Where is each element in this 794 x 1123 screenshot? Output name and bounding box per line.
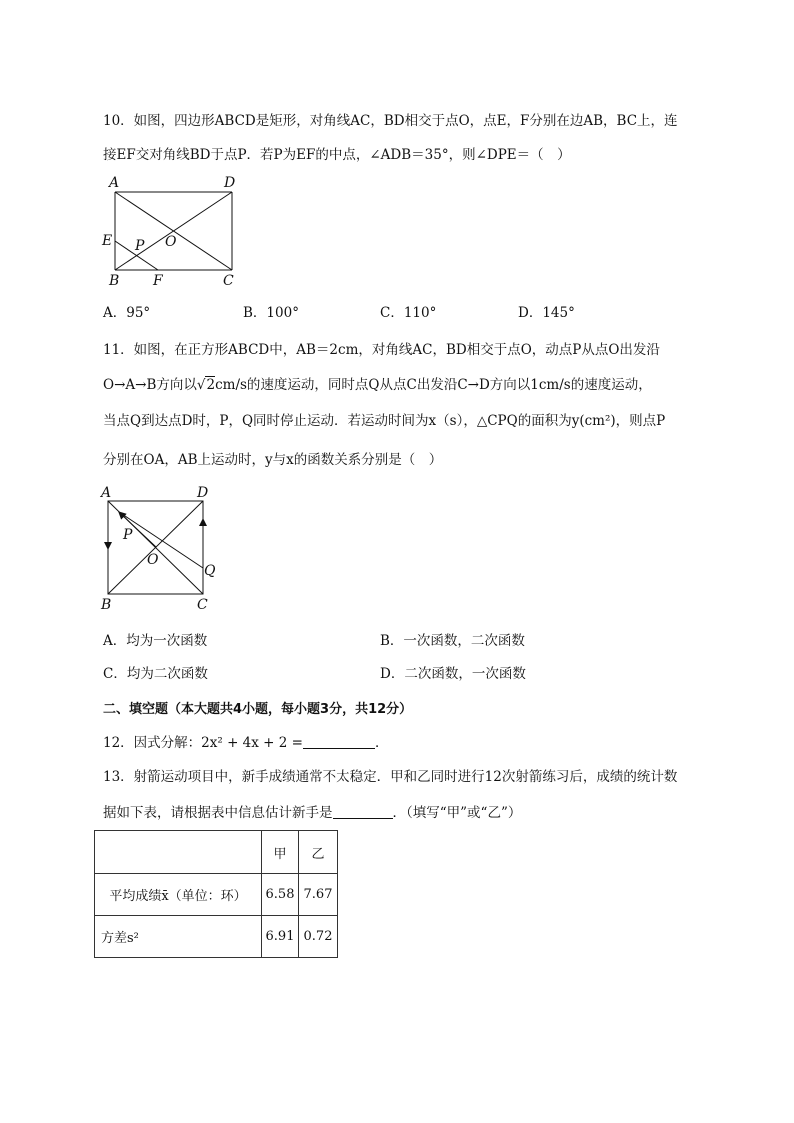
q10-line2: 接EF交对角线BD于点P．若P为EF的中点，∠ADB＝35°，则∠DPE＝（ ）: [103, 147, 571, 163]
q10-label-A: A: [109, 175, 120, 191]
table-row: [95, 874, 338, 916]
q10-label-B: B: [109, 273, 120, 289]
q10-label-O: O: [165, 234, 177, 250]
q10-label-F: F: [153, 273, 163, 289]
q10-label-E: E: [102, 233, 113, 249]
q11-line2-end: cm/s的速度运动，同时点Q从点C出发沿C→D方向以1cm/s的速度运动，: [215, 377, 652, 393]
q10-option-b: B．100°: [243, 305, 299, 321]
q13-answer-blank[interactable]: [333, 804, 393, 819]
table-header-row: [95, 831, 338, 874]
q13-line1: 13．射箭运动项目中，新手成绩通常不太稳定．甲和乙同时进行12次射箭练习后，成绩的统计数: [103, 769, 678, 785]
q11-square-figure: [98, 484, 228, 614]
q10-label-C: C: [223, 273, 234, 289]
q11-label-Q: Q: [204, 563, 216, 579]
table-header-empty: [95, 831, 262, 874]
table-cell: 6.58: [262, 874, 299, 916]
q10-label-P: P: [135, 238, 145, 254]
q10-rectangle-figure: [100, 172, 250, 292]
q13-line2-prefix: 据如下表，请根据表中信息估计新手是: [103, 805, 333, 821]
q10-label-D: D: [224, 175, 236, 191]
table-cell: 0.72: [299, 916, 338, 958]
table-header-jia: 甲: [262, 831, 299, 874]
q11-label-A: A: [101, 485, 112, 501]
q13-stats-table: [94, 830, 338, 958]
q11-option-b: B．一次函数，二次函数: [380, 633, 525, 649]
q10-option-c: C．110°: [380, 305, 437, 321]
q11-line3: 当点Q到达点D时，P，Q同时停止运动．若运动时间为x（s），△CPQ的面积为y(cm²)，则点P: [103, 413, 666, 429]
q12-prefix: 12．因式分解：2x² + 4x + 2 =: [103, 735, 303, 751]
table-header-yi: 乙: [299, 831, 338, 874]
q12-suffix: ．: [374, 735, 389, 751]
q12-line: [103, 733, 388, 753]
sqrt-radicand: 2: [206, 377, 216, 393]
table-cell: 7.67: [299, 874, 338, 916]
q11-label-D: D: [197, 485, 209, 501]
q11-option-a: A．均为一次函数: [103, 633, 208, 649]
table-row-label: 方差s²: [95, 916, 262, 958]
q13-line2: [103, 803, 521, 823]
table-row-label: 平均成绩x̄（单位：环）: [95, 874, 262, 916]
q11-option-d: D．二次函数，一次函数: [380, 666, 526, 682]
q10-line1: 10．如图，四边形ABCD是矩形，对角线AC，BD相交于点O，点E，F分别在边AB，BC上，连: [103, 113, 678, 129]
q11-line2-start: O→A→B方向以: [103, 377, 197, 393]
q11-line2: [103, 375, 652, 395]
q11-line1: 11．如图，在正方形ABCD中，AB＝2cm，对角线AC，BD相交于点O，动点P从点O出发沿: [103, 342, 660, 358]
q11-label-P: P: [123, 527, 133, 543]
section-heading: 二、填空题（本大题共4小题，每小题3分，共12分）: [103, 702, 413, 717]
sqrt-symbol: √2: [196, 377, 216, 393]
q13-line2-suffix: ．（填写“甲”或“乙”）: [392, 805, 522, 821]
q11-label-O: O: [147, 552, 159, 568]
q10-option-a: A．95°: [103, 305, 151, 321]
q11-label-B: B: [101, 597, 112, 613]
q11-label-C: C: [197, 597, 208, 613]
q11-line4: 分别在OA，AB上运动时，y与x的函数关系分别是（ ）: [103, 452, 443, 468]
table-row: [95, 916, 338, 958]
q12-answer-blank[interactable]: [303, 734, 375, 749]
table-cell: 6.91: [262, 916, 299, 958]
q11-option-c: C．均为二次函数: [103, 666, 208, 682]
q10-option-d: D．145°: [518, 305, 575, 321]
